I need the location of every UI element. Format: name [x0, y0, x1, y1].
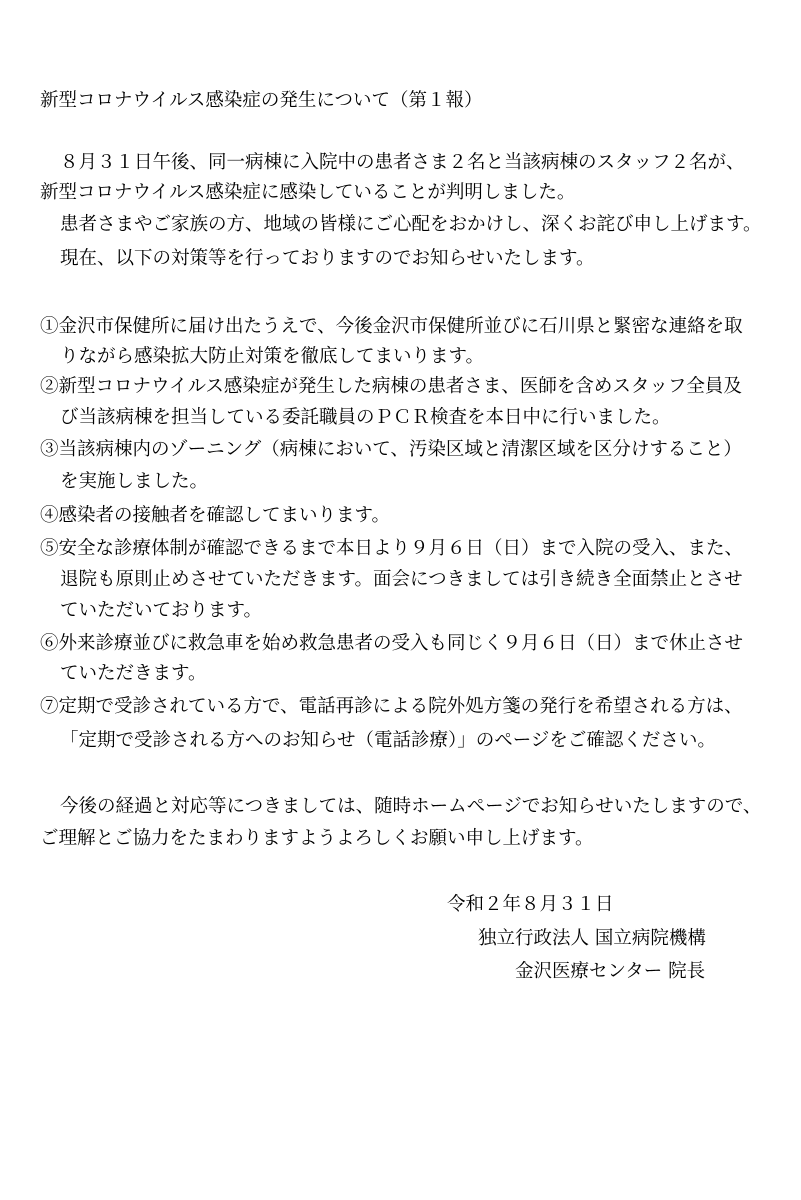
measure-item-3: ③当該病棟内のゾーニング（病棟において、汚染区域と清潔区域を区分けすること） — [40, 439, 742, 460]
measure-item-5-cont: 退院も原則止めさせていただきます。面会につきましては引き続き全面禁止とさせ — [60, 569, 743, 590]
measure-item-7: ⑦定期で受診されている方で、電話再診による院外処方箋の発行を希望される方は、 — [40, 696, 743, 717]
measure-item-7-cont: 「定期で受診される方へのお知らせ（電話診療）」のページをご確認ください。 — [60, 730, 716, 751]
signature-name: 金沢医療センター 院長 — [515, 961, 706, 982]
intro-line: ８月３１日午後、同一病棟に入院中の患者さま２名と当該病棟のスタッフ２名が、 — [60, 152, 745, 173]
signature-organization: 独立行政法人 国立病院機構 — [478, 928, 706, 949]
closing-line: ご理解とご協力をたまわりますようよろしくお願い申し上げます。 — [40, 828, 594, 849]
document-title: 新型コロナウイルス感染症の発生について（第１報） — [40, 90, 483, 111]
measure-item-6-cont: ていただきます。 — [60, 663, 207, 684]
closing-line: 今後の経過と対応等につきましては、随時ホームページでお知らせいたしますので、 — [60, 796, 762, 817]
intro-line: 患者さまやご家族の方、地域の皆様にご心配をおかけし、深くお詫び申し上げます。 — [60, 214, 762, 235]
measure-item-6: ⑥外来診療並びに救急車を始め救急患者の受入も同じく９月６日（日）まで休止させ — [40, 633, 744, 654]
measure-item-5-cont: ていただいております。 — [60, 600, 263, 621]
signature-date: 令和２年８月３１日 — [447, 894, 614, 915]
measure-item-1: ①金沢市保健所に届け出たうえで、今後金沢市保健所並びに石川県と緊密な連絡を取 — [40, 316, 743, 337]
measure-item-4: ④感染者の接触者を確認してまいります。 — [40, 505, 391, 526]
measure-item-5: ⑤安全な診療体制が確認できるまで本日より９月６日（日）まで入院の受入、また、 — [40, 538, 744, 559]
intro-line: 現在、以下の対策等を行っておりますのでお知らせいたします。 — [60, 248, 595, 269]
intro-line: 新型コロナウイルス感染症に感染していることが判明しました。 — [40, 182, 576, 203]
measure-item-3-cont: を実施しました。 — [60, 471, 209, 492]
measure-item-1-cont: りながら感染拡大防止対策を徹底してまいります。 — [60, 346, 485, 367]
measure-item-2: ②新型コロナウイルス感染症が発生した病棟の患者さま、医師を含めスタッフ全員及 — [40, 376, 742, 397]
measure-item-2-cont: び当該病棟を担当している委託職員のＰＣＲ検査を本日中に行いました。 — [60, 407, 671, 428]
